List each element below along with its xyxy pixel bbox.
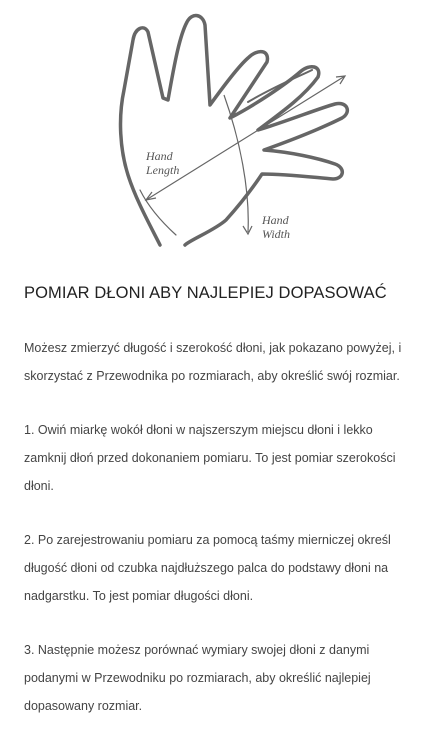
step-1-paragraph: 1. Owiń miarkę wokół dłoni w najszerszym miejscu dłoni i lekko zamknij dłoń przed dokonaniem pomiaru. To jest pomiar szerokości dłoni. [24, 423, 396, 493]
hand-length-label-line1: Hand [146, 149, 173, 163]
hand-measurement-illustration [0, 0, 432, 255]
intro-paragraph: Możesz zmierzyć długość i szerokość dłoni, jak pokazano powyżej, i skorzystać z Przewodnika po rozmiarach, aby określić swój rozmiar. [24, 341, 402, 383]
page-title: POMIAR DŁONI ABY NAJLEPIEJ DOPASOWAĆ [24, 284, 387, 302]
hand-width-label [262, 213, 290, 241]
hand-length-label-line2: Length [146, 163, 180, 177]
instructions-text [24, 334, 409, 746]
step-2-paragraph: 2. Po zarejestrowaniu pomiaru za pomocą taśmy mierniczej określ długość dłoni od czubka najdłuższego palca do podstawy dłoni na nadgarstku. To jest pomiar długości dłoni. [24, 533, 391, 603]
step-3-paragraph: 3. Następnie możesz porównać wymiary swojej dłoni z danymi podanymi w Przewodniku po rozmiarach, aby określić najlepiej dopasowany rozmiar. [24, 643, 371, 713]
hand-width-label-line2: Width [262, 227, 291, 241]
hand-length-label [146, 149, 179, 177]
hand-width-label-line1: Hand [262, 213, 289, 227]
hand-outline-drawing [0, 0, 432, 255]
